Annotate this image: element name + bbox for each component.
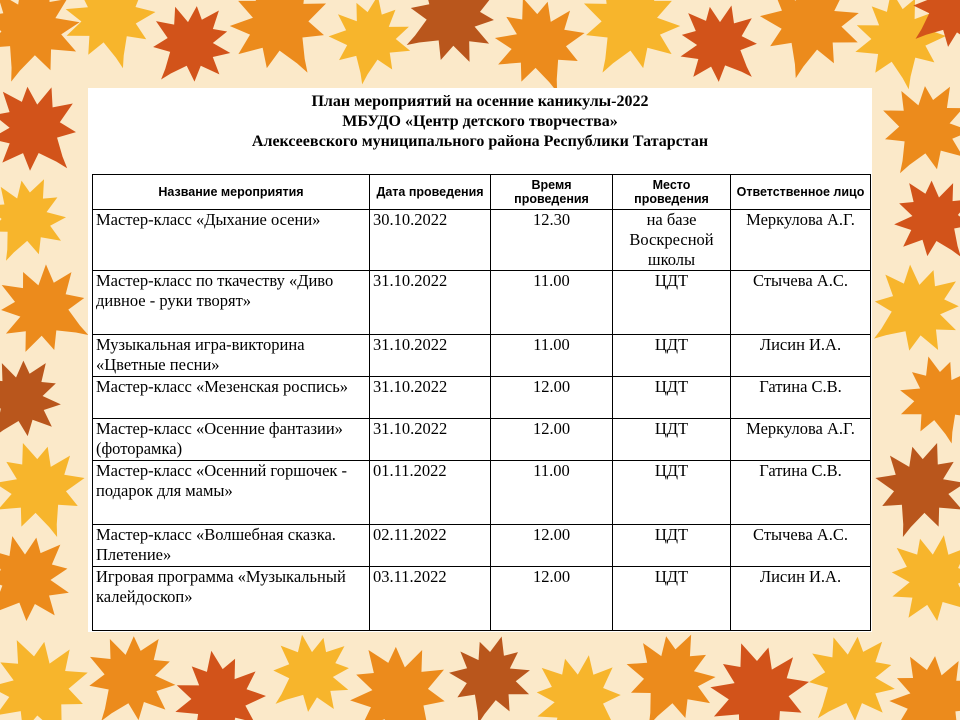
event-date: 01.11.2022 bbox=[370, 461, 491, 525]
event-date: 31.10.2022 bbox=[370, 335, 491, 377]
event-time: 12.00 bbox=[491, 525, 613, 567]
event-responsible: Меркулова А.Г. bbox=[731, 210, 871, 271]
table-row bbox=[93, 461, 871, 525]
event-place: ЦДТ bbox=[613, 525, 731, 567]
event-date: 03.11.2022 bbox=[370, 567, 491, 631]
title-line-2: МБУДО «Центр детского творчества» bbox=[342, 113, 618, 130]
table-row bbox=[93, 377, 871, 419]
event-time: 12.00 bbox=[491, 419, 613, 461]
event-place: ЦДТ bbox=[613, 567, 731, 631]
event-name: Мастер-класс «Осенние фантазии» (фоторамка) bbox=[93, 419, 370, 461]
event-time: 12.00 bbox=[491, 567, 613, 631]
title-line-3: Алексеевского муниципального района Республики Татарстан bbox=[251, 133, 709, 150]
event-time: 12.30 bbox=[491, 210, 613, 271]
event-name: Мастер-класс «Волшебная сказка. Плетение» bbox=[93, 525, 370, 567]
table-row bbox=[93, 525, 871, 567]
event-date: 31.10.2022 bbox=[370, 419, 491, 461]
event-date: 02.11.2022 bbox=[370, 525, 491, 567]
event-time: 11.00 bbox=[491, 271, 613, 335]
header-place: Место проведения bbox=[613, 175, 731, 210]
event-place: ЦДТ bbox=[613, 377, 731, 419]
event-name: Мастер-класс «Мезенская роспись» bbox=[93, 377, 370, 419]
event-place: ЦДТ bbox=[613, 335, 731, 377]
table-header-row bbox=[93, 175, 871, 210]
event-name: Мастер-класс «Осенний горшочек - подарок для мамы» bbox=[93, 461, 370, 525]
table-row bbox=[93, 210, 871, 271]
event-date: 31.10.2022 bbox=[370, 377, 491, 419]
event-responsible: Стычева А.С. bbox=[731, 271, 871, 335]
event-time: 11.00 bbox=[491, 335, 613, 377]
event-name: Игровая программа «Музыкальный калейдоскоп» bbox=[93, 567, 370, 631]
event-responsible: Меркулова А.Г. bbox=[731, 419, 871, 461]
event-date: 30.10.2022 bbox=[370, 210, 491, 271]
event-responsible: Лисин И.А. bbox=[731, 567, 871, 631]
event-place: ЦДТ bbox=[613, 271, 731, 335]
event-time: 12.00 bbox=[491, 377, 613, 419]
event-name: Мастер-класс по ткачеству «Диво дивное - руки творят» bbox=[93, 271, 370, 335]
events-table bbox=[92, 174, 871, 631]
event-responsible: Лисин И.А. bbox=[731, 335, 871, 377]
table-row bbox=[93, 419, 871, 461]
event-name: Мастер-класс «Дыхание осени» bbox=[93, 210, 370, 271]
schedule-sheet bbox=[88, 88, 872, 632]
event-place: ЦДТ bbox=[613, 419, 731, 461]
header-time: Время проведения bbox=[491, 175, 613, 210]
event-responsible: Гатина С.В. bbox=[731, 461, 871, 525]
header-responsible: Ответственное лицо bbox=[731, 175, 871, 210]
event-place: ЦДТ bbox=[613, 461, 731, 525]
document-title bbox=[88, 92, 872, 152]
table-row bbox=[93, 271, 871, 335]
title-line-1: План мероприятий на осенние каникулы-2022 bbox=[311, 93, 649, 110]
event-name: Музыкальная игра-викторина «Цветные песни» bbox=[93, 335, 370, 377]
header-date: Дата проведения bbox=[370, 175, 491, 210]
table-row bbox=[93, 567, 871, 631]
event-date: 31.10.2022 bbox=[370, 271, 491, 335]
event-place: на базе Воскресной школы bbox=[613, 210, 731, 271]
event-responsible: Гатина С.В. bbox=[731, 377, 871, 419]
event-time: 11.00 bbox=[491, 461, 613, 525]
event-responsible: Стычева А.С. bbox=[731, 525, 871, 567]
header-event-name: Название мероприятия bbox=[93, 175, 370, 210]
table-row bbox=[93, 335, 871, 377]
